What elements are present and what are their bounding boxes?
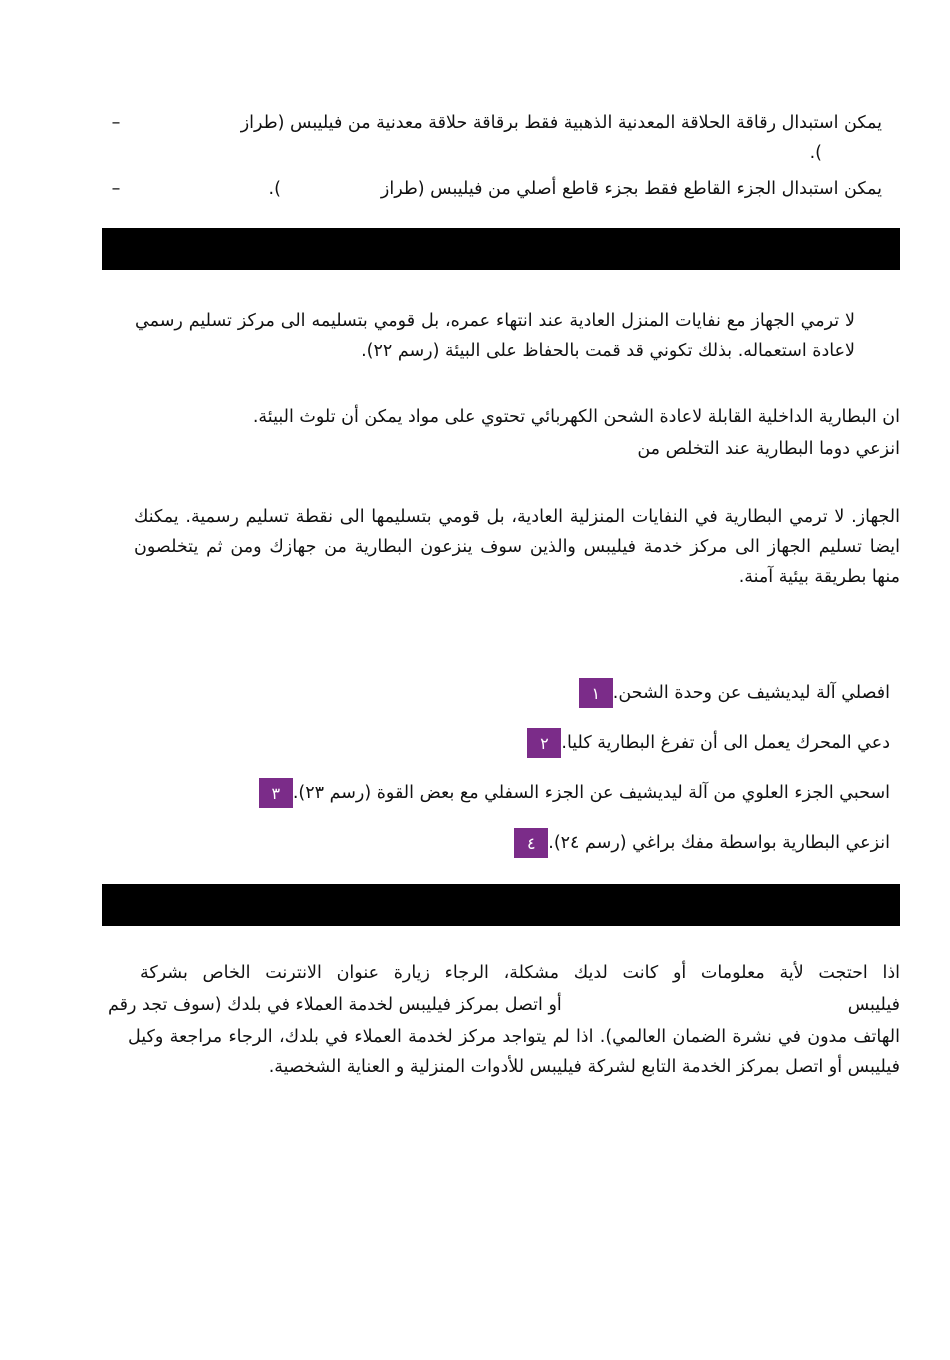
- step-4: [514, 828, 900, 858]
- guarantee-paragraph-line2: [108, 990, 900, 1020]
- bullet-text: [140, 174, 882, 204]
- step-text: افصلي آلة ليديشيف عن وحدة الشحن.: [612, 683, 890, 703]
- step-text: اسحبي الجزء العلوي من آلة ليديشيف عن الجزء السفلي مع بعض القوة (رسم ٢٣).: [292, 783, 890, 803]
- guarantee-paragraph-rest: الهاتف مدون في نشرة الضمان العالمي). اذا لم يتواجد مركز لخدمة العملاء في بلدك، الرجاء مراجعة وكيل فيليبس أو اتصل بمركز الخدمة التابع لشركة فيليبس للأدوات المنزلية و العناية الشخصية.: [128, 1027, 900, 1077]
- bullet-line: يمكن استبدال الجزء القاطع فقط بجزء قاطع أصلي من فيليبس (طراز: [380, 179, 882, 199]
- section-header-bar: [102, 228, 900, 270]
- step-number-badge: ٣: [259, 778, 293, 808]
- bullet-dash: –: [111, 179, 121, 199]
- step-1: [579, 678, 900, 708]
- guarantee-paragraph-line1: اذا احتجت لأية معلومات أو كانت لديك مشكلة، الرجاء زيارة عنوان الانترنت الخاص بشركة: [140, 963, 900, 983]
- section-header-bar: [102, 884, 900, 926]
- guarantee-text-brand: فيليبس: [847, 995, 900, 1015]
- battery-paragraph-line1: ان البطارية الداخلية القابلة لاعادة الشحن الكهربائي تحتوي على مواد يمكن أن تلوث البيئة.: [252, 407, 900, 427]
- step-3: [259, 778, 900, 808]
- step-text: انزعي البطارية بواسطة مفك براغي (رسم ٢٤).: [548, 833, 890, 853]
- bullet-item-cutter: [92, 174, 882, 204]
- environment-paragraph: لا ترمي الجهاز مع نفايات المنزل العادية عند انتهاء عمره، بل قومي بتسليمه الى مركز تسليم رسمي لاعادة استعماله. بذلك تكوني قد قمت بالحفاظ على البيئة (رسم ٢٢).: [135, 311, 855, 361]
- guarantee-text-contact: أو اتصل بمركز فيليبس لخدمة العملاء في بلدك (سوف تجد رقم: [108, 995, 562, 1015]
- bullet-line: ).: [809, 143, 822, 163]
- step-number-badge: ١: [579, 678, 613, 708]
- bullet-dash: –: [111, 113, 121, 133]
- battery-disposal-paragraph: الجهاز. لا ترمي البطارية في النفايات المنزلية العادية، بل قومي بتسليمها الى نقطة تسليم رسمية. يمكنك ايضا تسليم الجهاز الى مركز خدمة فيليبس والذين سوف ينزعون البطارية من جهازك ومن ثم يتخلصون منها بطريقة بيئية آمنة.: [134, 507, 900, 587]
- bullet-line: ).: [268, 179, 281, 199]
- battery-paragraph-line2: انزعي دوما البطارية عند التخلص من: [637, 439, 900, 459]
- step-2: [527, 728, 900, 758]
- bullet-line: يمكن استبدال رقاقة الحلاقة المعدنية الذهبية فقط برقاقة حلاقة معدنية من فيليبس (طراز: [240, 113, 882, 133]
- step-number-badge: ٢: [527, 728, 561, 758]
- step-text: دعي المحرك يعمل الى أن تفرغ البطارية كليا.: [561, 733, 890, 753]
- step-number-badge: ٤: [514, 828, 548, 858]
- bullet-item-foil: [92, 108, 882, 168]
- bullet-text: [140, 108, 882, 168]
